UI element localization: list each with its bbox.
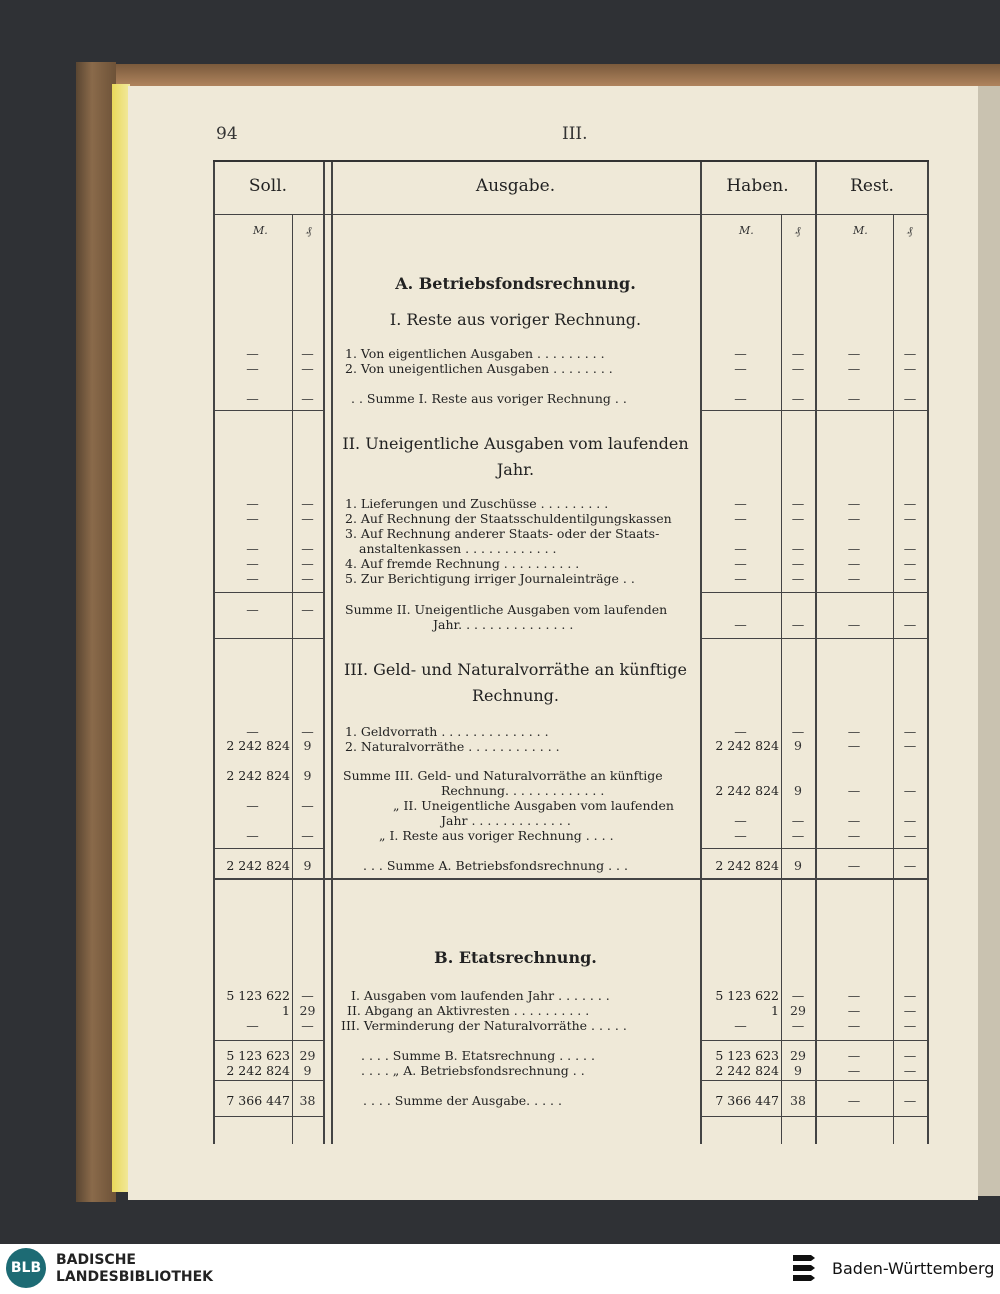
chapter-number: III.	[562, 124, 588, 144]
section-a3-title: III. Geld- und Naturalvorräthe an künftige	[344, 660, 687, 679]
unit-mark: M.	[853, 224, 868, 237]
dash: —	[847, 828, 861, 843]
dash: —	[847, 783, 861, 798]
total-label: . . . Summe A. Betriebsfondsrechnung . . .	[363, 858, 628, 873]
subtotal-label: . . . . Summe B. Etatsrechnung . . . . .	[361, 1048, 595, 1063]
dash: —	[903, 391, 917, 406]
list-item: 1. Lieferungen und Zuschüsse . . . . . . . . .	[345, 496, 609, 511]
haben-pf: 9	[794, 858, 802, 873]
dash: —	[903, 738, 917, 753]
dash: —	[847, 511, 861, 526]
rule	[700, 410, 929, 411]
dash: —	[791, 571, 805, 586]
list-item: III. Verminderung der Naturalvorräthe . . . . .	[341, 1018, 627, 1033]
dash: —	[847, 346, 861, 361]
rule	[213, 214, 929, 215]
ledger-table	[213, 160, 929, 1144]
subtotal-label: . . Summe I. Reste aus voriger Rechnung . .	[351, 391, 627, 406]
dash: —	[791, 541, 805, 556]
header-rest: Rest.	[850, 176, 894, 196]
dash: —	[246, 556, 259, 571]
library-name-line2: LANDESBIBLIOTHEK	[56, 1269, 214, 1285]
dash: —	[734, 541, 747, 556]
haben-pf: 9	[794, 783, 802, 798]
state-name: Baden-Württemberg	[832, 1259, 995, 1278]
unit-pfennig: ₰	[795, 224, 801, 237]
list-item: II. Abgang an Aktivresten . . . . . . . . . .	[347, 1003, 590, 1018]
dash: —	[734, 617, 747, 632]
dash: —	[734, 556, 747, 571]
haben-pf: 29	[790, 1003, 806, 1018]
dash: —	[791, 828, 805, 843]
dash: —	[903, 541, 917, 556]
dash: —	[246, 828, 259, 843]
dash: —	[903, 724, 917, 739]
dash: —	[246, 602, 259, 617]
soll-pf: 9	[303, 738, 312, 753]
dash: —	[301, 496, 314, 511]
dash: —	[246, 541, 259, 556]
dash: —	[847, 361, 861, 376]
dash: —	[847, 813, 861, 828]
soll-mark: 2 242 824	[226, 738, 290, 753]
header-ausgabe: Ausgabe.	[475, 176, 556, 196]
dash: —	[246, 496, 259, 511]
haben-pf: 9	[794, 1063, 802, 1078]
subtotal-label: . . . . „ A. Betriebsfondsrechnung . .	[361, 1063, 585, 1078]
dash: —	[903, 511, 917, 526]
soll-mark: 5 123 622	[226, 988, 290, 1003]
dash: —	[903, 556, 917, 571]
unit-pfennig: ₰	[306, 224, 312, 237]
dash: —	[246, 391, 259, 406]
soll-pf: 29	[299, 1048, 316, 1063]
list-item: 3. Auf Rechnung anderer Staats- oder der Staats-	[345, 526, 660, 541]
subtotal-label: Summe III. Geld- und Naturalvorräthe an künftige	[343, 768, 663, 783]
dash: —	[847, 738, 861, 753]
section-a2-title-cont: Jahr.	[496, 460, 535, 479]
dash: —	[301, 988, 314, 1003]
dash: —	[903, 988, 917, 1003]
dash: —	[734, 496, 747, 511]
rule	[213, 878, 929, 880]
rule	[700, 638, 929, 639]
facing-page-edge	[975, 86, 1000, 1196]
library-name-line1: BADISCHE	[56, 1252, 136, 1268]
soll-mark: 2 242 824	[226, 858, 290, 873]
haben-pf: 29	[790, 1048, 806, 1063]
soll-pf: 29	[299, 1003, 316, 1018]
soll-pf: 9	[303, 768, 312, 783]
dash: —	[847, 1063, 861, 1078]
haben-mark: 7 366 447	[715, 1093, 779, 1108]
soll-mark: 2 242 824	[226, 1063, 290, 1078]
section-a1-title: I. Reste aus voriger Rechnung.	[389, 310, 642, 329]
dash: —	[246, 724, 259, 739]
dash: —	[903, 1018, 917, 1033]
dash: —	[734, 361, 747, 376]
unit-mark: M.	[253, 224, 268, 237]
rule	[700, 848, 929, 849]
dash: —	[791, 391, 805, 406]
dash: —	[301, 511, 314, 526]
dash: —	[903, 828, 917, 843]
rule	[213, 410, 323, 411]
list-item: 1. Von eigentlichen Ausgaben . . . . . . . . .	[345, 346, 605, 361]
dash: —	[246, 361, 259, 376]
dash: —	[903, 361, 917, 376]
subtotal-label: „ I. Reste aus voriger Rechnung . . . .	[379, 828, 614, 843]
dash: —	[791, 496, 805, 511]
dash: —	[301, 724, 314, 739]
dash: —	[734, 391, 747, 406]
book-spine	[76, 62, 116, 1202]
dash: —	[791, 556, 805, 571]
dash: —	[301, 541, 314, 556]
dash: —	[791, 988, 805, 1003]
dash: —	[847, 1018, 861, 1033]
dash: —	[903, 1003, 917, 1018]
section-b-title: B. Etatsrechnung.	[434, 948, 597, 967]
dash: —	[903, 346, 917, 361]
haben-mark: 2 242 824	[715, 783, 779, 798]
soll-pf: 9	[303, 1063, 312, 1078]
header-soll: Soll.	[248, 176, 288, 196]
dash: —	[903, 858, 917, 873]
dash: —	[847, 988, 861, 1003]
grand-total-label: . . . . Summe der Ausgabe. . . . .	[363, 1093, 562, 1108]
dash: —	[301, 571, 314, 586]
list-item: 4. Auf fremde Rechnung . . . . . . . . . .	[345, 556, 580, 571]
dash: —	[847, 1048, 861, 1063]
dash: —	[246, 1018, 259, 1033]
dash: —	[734, 813, 747, 828]
dash: —	[903, 1093, 917, 1108]
dash: —	[301, 391, 314, 406]
subtotal-label-cont: Jahr. . . . . . . . . . . . . . .	[433, 617, 574, 632]
list-item: 2. Von uneigentlichen Ausgaben . . . . . . . .	[345, 361, 613, 376]
dash: —	[301, 798, 314, 813]
dash: —	[246, 571, 259, 586]
dash: —	[734, 828, 747, 843]
dash: —	[301, 1018, 314, 1033]
dash: —	[847, 858, 861, 873]
haben-mark: 2 242 824	[715, 1063, 779, 1078]
rule	[927, 162, 929, 1144]
dash: —	[847, 617, 861, 632]
dash: —	[734, 511, 747, 526]
subtotal-label: Summe II. Uneigentliche Ausgaben vom laufenden	[345, 602, 668, 617]
rule	[323, 162, 325, 1144]
soll-pf: 9	[303, 858, 312, 873]
dash: —	[903, 813, 917, 828]
dash: —	[791, 346, 805, 361]
rule	[700, 1116, 929, 1117]
dash: —	[847, 571, 861, 586]
section-a3-title-cont: Rechnung.	[471, 686, 560, 705]
dash: —	[734, 1018, 747, 1033]
dash: —	[847, 1093, 861, 1108]
dash: —	[847, 556, 861, 571]
subtotal-label-cont: Jahr . . . . . . . . . . . . .	[441, 813, 571, 828]
library-name	[56, 1252, 213, 1286]
dash: —	[301, 556, 314, 571]
haben-pf: 9	[794, 738, 802, 753]
soll-mark: 1	[282, 1003, 290, 1018]
dash: —	[301, 361, 314, 376]
dash: —	[246, 346, 259, 361]
unit-mark: M.	[739, 224, 754, 237]
dash: —	[791, 361, 805, 376]
blb-logo: BLB	[6, 1248, 46, 1288]
dash: —	[734, 346, 747, 361]
dash: —	[903, 496, 917, 511]
section-a-title: A. Betriebsfondsrechnung.	[395, 274, 636, 293]
dash: —	[246, 511, 259, 526]
dash: —	[903, 617, 917, 632]
rule	[213, 848, 323, 849]
haben-mark: 2 242 824	[715, 858, 779, 873]
rule	[700, 592, 929, 593]
soll-mark: 7 366 447	[226, 1093, 290, 1108]
list-item: 2. Naturalvorräthe . . . . . . . . . . . .	[345, 739, 560, 754]
dash: —	[903, 571, 917, 586]
page-number: 94	[216, 124, 238, 144]
list-item: 1. Geldvorrath . . . . . . . . . . . . . .	[345, 724, 549, 739]
rule	[213, 1116, 323, 1117]
haben-mark: 5 123 622	[715, 988, 779, 1003]
section-a2-title: II. Uneigentliche Ausgaben vom laufenden	[342, 434, 689, 453]
unit-pfennig: ₰	[907, 224, 913, 237]
list-item: I. Ausgaben vom laufenden Jahr . . . . . . .	[351, 988, 610, 1003]
bw-lions-icon	[790, 1250, 820, 1286]
dash: —	[791, 1018, 805, 1033]
haben-pf: 38	[790, 1093, 806, 1108]
rule	[700, 1040, 929, 1041]
list-item: 2. Auf Rechnung der Staatsschuldentilgungskassen	[345, 511, 672, 526]
soll-mark: 2 242 824	[226, 768, 290, 783]
haben-mark: 2 242 824	[715, 738, 779, 753]
dash: —	[847, 541, 861, 556]
subtotal-label-cont: Rechnung. . . . . . . . . . . . .	[441, 783, 605, 798]
haben-mark: 5 123 623	[715, 1048, 779, 1063]
soll-mark: 5 123 623	[226, 1048, 290, 1063]
dash: —	[301, 346, 314, 361]
dash: —	[301, 602, 314, 617]
header-haben: Haben.	[726, 176, 789, 196]
rule	[213, 638, 323, 639]
dash: —	[791, 617, 805, 632]
soll-pf: 38	[299, 1093, 316, 1108]
haben-mark: 1	[771, 1003, 779, 1018]
rule	[213, 1080, 323, 1081]
list-item: anstaltenkassen . . . . . . . . . . . .	[359, 541, 557, 556]
list-item: 5. Zur Berichtigung irriger Journaleinträge . .	[345, 571, 635, 586]
dash: —	[903, 783, 917, 798]
dash: —	[734, 571, 747, 586]
dash: —	[246, 798, 259, 813]
dash: —	[847, 724, 861, 739]
dash: —	[791, 511, 805, 526]
rule	[213, 1040, 323, 1041]
dash: —	[847, 391, 861, 406]
rule	[700, 1080, 929, 1081]
dash: —	[847, 496, 861, 511]
subtotal-label: „ II. Uneigentliche Ausgaben vom laufenden	[393, 798, 674, 813]
dash: —	[791, 724, 805, 739]
dash: —	[903, 1063, 917, 1078]
dash: —	[791, 813, 805, 828]
dash: —	[903, 1048, 917, 1063]
dash: —	[734, 724, 747, 739]
dash: —	[301, 828, 314, 843]
dash: —	[847, 1003, 861, 1018]
rule	[213, 592, 323, 593]
